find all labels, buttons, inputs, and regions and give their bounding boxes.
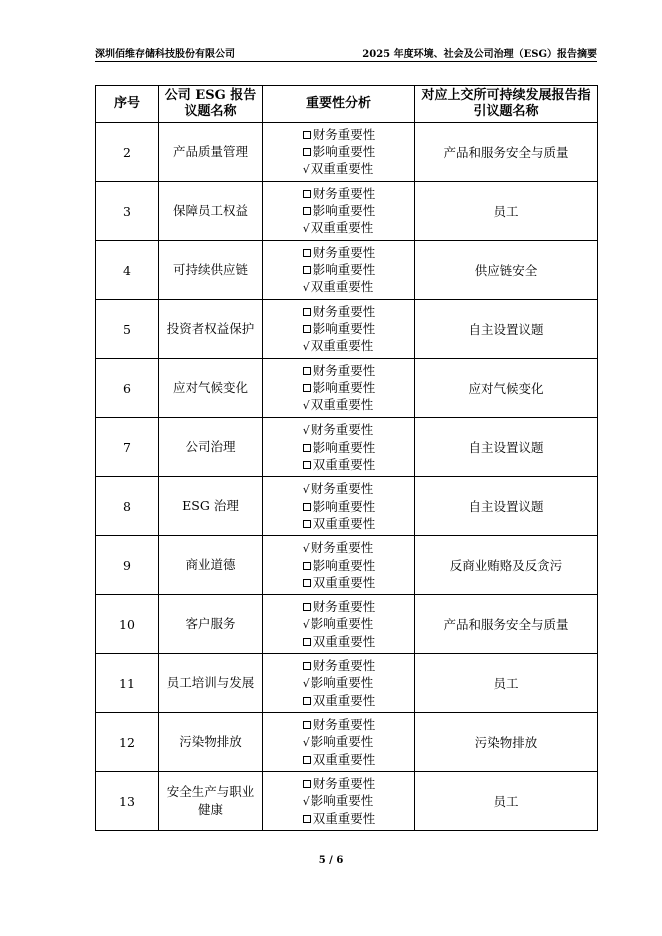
- row-materiality: [263, 182, 415, 241]
- materiality-options: [302, 185, 376, 237]
- table-row: [96, 772, 598, 831]
- materiality-label: 双重重要性: [312, 811, 376, 826]
- materiality-label: 双重重要性: [312, 693, 376, 708]
- row-materiality: [263, 418, 415, 477]
- page-separator: /: [329, 855, 333, 866]
- row-exchange-topic: 产品和服务安全与质量: [415, 595, 598, 654]
- materiality-option: [302, 337, 376, 355]
- materiality-label: 财务重要性: [312, 717, 376, 732]
- materiality-option: [302, 674, 376, 692]
- empty-checkbox-icon: [303, 815, 311, 823]
- row-topic: 商业道德: [159, 536, 263, 595]
- table-row: [96, 300, 598, 359]
- materiality-option: [302, 733, 376, 751]
- empty-checkbox-icon: [303, 190, 311, 198]
- materiality-option: [302, 160, 376, 178]
- materiality-options: [302, 539, 376, 591]
- table-row: [96, 123, 598, 182]
- materiality-label: 影响重要性: [312, 558, 376, 573]
- materiality-option: [302, 261, 376, 278]
- materiality-label: 影响重要性: [312, 380, 376, 395]
- materiality-option: [302, 320, 376, 337]
- materiality-option: [302, 421, 376, 439]
- materiality-option: [302, 379, 376, 396]
- check-mark-icon: √: [302, 163, 310, 176]
- materiality-options: [302, 598, 376, 650]
- empty-checkbox-icon: [303, 579, 311, 587]
- check-mark-icon: √: [302, 618, 310, 631]
- materiality-option: [302, 498, 376, 515]
- row-index: 4: [96, 241, 159, 300]
- materiality-option: [302, 598, 376, 615]
- row-exchange-topic: 员工: [415, 654, 598, 713]
- row-materiality: [263, 359, 415, 418]
- materiality-option: [302, 185, 376, 202]
- row-exchange-topic: 应对气候变化: [415, 359, 598, 418]
- row-materiality: [263, 241, 415, 300]
- empty-checkbox-icon: [303, 520, 311, 528]
- table-body: [96, 123, 598, 831]
- materiality-label: 双重重要性: [310, 338, 374, 353]
- row-topic: 产品质量管理: [159, 123, 263, 182]
- row-topic: 客户服务: [159, 595, 263, 654]
- row-exchange-topic: 反商业贿赂及反贪污: [415, 536, 598, 595]
- row-materiality: [263, 713, 415, 772]
- materiality-label: 影响重要性: [312, 321, 376, 336]
- table-row: [96, 182, 598, 241]
- table-row: [96, 536, 598, 595]
- materiality-label: 双重重要性: [312, 752, 376, 767]
- materiality-option: [302, 244, 376, 261]
- page-current: 5: [318, 855, 326, 866]
- row-index: 5: [96, 300, 159, 359]
- row-materiality: [263, 654, 415, 713]
- materiality-option: [302, 202, 376, 219]
- materiality-option: [302, 539, 376, 557]
- materiality-label: 影响重要性: [310, 616, 374, 631]
- empty-checkbox-icon: [303, 266, 311, 274]
- row-topic: 应对气候变化: [159, 359, 263, 418]
- materiality-label: 影响重要性: [312, 440, 376, 455]
- materiality-option: [302, 810, 376, 827]
- header-exchange-topic: 对应上交所可持续发展报告指引议题名称: [415, 86, 598, 123]
- row-materiality: [263, 123, 415, 182]
- materiality-options: [302, 480, 376, 532]
- materiality-label: 财务重要性: [312, 245, 376, 260]
- row-exchange-topic: 员工: [415, 772, 598, 831]
- check-mark-icon: √: [302, 795, 310, 808]
- header-analysis: 重要性分析: [263, 86, 415, 123]
- row-index: 12: [96, 713, 159, 772]
- empty-checkbox-icon: [303, 367, 311, 375]
- row-exchange-topic: 产品和服务安全与质量: [415, 123, 598, 182]
- empty-checkbox-icon: [303, 721, 311, 729]
- row-topic: 污染物排放: [159, 713, 263, 772]
- header-report-title: 2025 年度环境、社会及公司治理（ESG）报告摘要: [362, 49, 597, 60]
- empty-checkbox-icon: [303, 503, 311, 511]
- materiality-option: [302, 362, 376, 379]
- empty-checkbox-icon: [303, 148, 311, 156]
- materiality-option: [302, 574, 376, 591]
- materiality-label: 双重重要性: [310, 161, 374, 176]
- materiality-label: 影响重要性: [312, 499, 376, 514]
- row-topic: ESG 治理: [159, 477, 263, 536]
- empty-checkbox-icon: [303, 638, 311, 646]
- row-index: 13: [96, 772, 159, 831]
- materiality-options: [302, 421, 376, 473]
- row-index: 10: [96, 595, 159, 654]
- materiality-label: 影响重要性: [312, 144, 376, 159]
- row-topic: 投资者权益保护: [159, 300, 263, 359]
- empty-checkbox-icon: [303, 697, 311, 705]
- table-row: [96, 418, 598, 477]
- materiality-option: [302, 219, 376, 237]
- row-topic: 公司治理: [159, 418, 263, 477]
- row-materiality: [263, 300, 415, 359]
- materiality-option: [302, 633, 376, 650]
- materiality-option: [302, 278, 376, 296]
- check-mark-icon: √: [302, 340, 310, 353]
- materiality-option: [302, 615, 376, 633]
- table-row: [96, 595, 598, 654]
- materiality-option: [302, 515, 376, 532]
- materiality-option: [302, 480, 376, 498]
- materiality-option: [302, 657, 376, 674]
- materiality-option: [302, 456, 376, 473]
- page-total: 6: [336, 855, 344, 866]
- row-exchange-topic: 供应链安全: [415, 241, 598, 300]
- materiality-label: 双重重要性: [310, 279, 374, 294]
- row-index: 11: [96, 654, 159, 713]
- check-mark-icon: √: [302, 736, 310, 749]
- check-mark-icon: √: [302, 281, 310, 294]
- row-exchange-topic: 污染物排放: [415, 713, 598, 772]
- materiality-option: [302, 439, 376, 456]
- materiality-option: [302, 792, 376, 810]
- materiality-options: [302, 716, 376, 768]
- materiality-label: 双重重要性: [310, 220, 374, 235]
- empty-checkbox-icon: [303, 384, 311, 392]
- row-exchange-topic: 自主设置议题: [415, 300, 598, 359]
- materiality-label: 影响重要性: [310, 734, 374, 749]
- materiality-option: [302, 126, 376, 143]
- row-index: 3: [96, 182, 159, 241]
- materiality-option: [302, 143, 376, 160]
- esg-topic-table: [95, 85, 598, 831]
- row-exchange-topic: 自主设置议题: [415, 477, 598, 536]
- materiality-options: [302, 775, 376, 827]
- materiality-options: [302, 303, 376, 355]
- table-row: [96, 654, 598, 713]
- row-topic: 安全生产与职业健康: [159, 772, 263, 831]
- page-number: [0, 855, 662, 866]
- header-topic: 公司 ESG 报告议题名称: [159, 86, 263, 123]
- header-divider: [95, 61, 597, 62]
- check-mark-icon: √: [302, 399, 310, 412]
- page-header: [95, 48, 597, 62]
- materiality-label: 财务重要性: [310, 540, 374, 555]
- row-topic: 员工培训与发展: [159, 654, 263, 713]
- table-row: [96, 241, 598, 300]
- row-materiality: [263, 477, 415, 536]
- row-exchange-topic: 自主设置议题: [415, 418, 598, 477]
- row-topic: 保障员工权益: [159, 182, 263, 241]
- empty-checkbox-icon: [303, 603, 311, 611]
- table-row: [96, 713, 598, 772]
- row-exchange-topic: 员工: [415, 182, 598, 241]
- row-topic: 可持续供应链: [159, 241, 263, 300]
- table-row: [96, 477, 598, 536]
- materiality-label: 影响重要性: [310, 675, 374, 690]
- check-mark-icon: √: [302, 222, 310, 235]
- empty-checkbox-icon: [303, 662, 311, 670]
- materiality-label: 财务重要性: [312, 304, 376, 319]
- empty-checkbox-icon: [303, 207, 311, 215]
- row-index: 8: [96, 477, 159, 536]
- materiality-label: 双重重要性: [312, 575, 376, 590]
- check-mark-icon: √: [302, 677, 310, 690]
- empty-checkbox-icon: [303, 131, 311, 139]
- row-materiality: [263, 595, 415, 654]
- materiality-label: 财务重要性: [312, 776, 376, 791]
- empty-checkbox-icon: [303, 249, 311, 257]
- materiality-label: 财务重要性: [312, 186, 376, 201]
- materiality-label: 财务重要性: [312, 599, 376, 614]
- materiality-option: [302, 716, 376, 733]
- header-index: 序号: [96, 86, 159, 123]
- empty-checkbox-icon: [303, 461, 311, 469]
- table-header-row: [96, 86, 598, 123]
- row-materiality: [263, 772, 415, 831]
- row-index: 6: [96, 359, 159, 418]
- check-mark-icon: √: [302, 483, 310, 496]
- row-index: 2: [96, 123, 159, 182]
- materiality-label: 双重重要性: [312, 457, 376, 472]
- materiality-label: 影响重要性: [310, 793, 374, 808]
- materiality-label: 财务重要性: [312, 363, 376, 378]
- empty-checkbox-icon: [303, 308, 311, 316]
- materiality-label: 双重重要性: [310, 397, 374, 412]
- materiality-options: [302, 362, 376, 414]
- empty-checkbox-icon: [303, 780, 311, 788]
- header-company: 深圳佰维存储科技股份有限公司: [95, 49, 235, 60]
- materiality-label: 影响重要性: [312, 262, 376, 277]
- materiality-label: 双重重要性: [312, 634, 376, 649]
- materiality-option: [302, 303, 376, 320]
- materiality-option: [302, 692, 376, 709]
- materiality-label: 双重重要性: [312, 516, 376, 531]
- empty-checkbox-icon: [303, 756, 311, 764]
- row-index: 7: [96, 418, 159, 477]
- table-row: [96, 359, 598, 418]
- materiality-options: [302, 126, 376, 178]
- materiality-options: [302, 244, 376, 296]
- materiality-option: [302, 557, 376, 574]
- materiality-label: 财务重要性: [312, 658, 376, 673]
- empty-checkbox-icon: [303, 444, 311, 452]
- materiality-option: [302, 396, 376, 414]
- empty-checkbox-icon: [303, 562, 311, 570]
- materiality-label: 财务重要性: [310, 422, 374, 437]
- materiality-option: [302, 751, 376, 768]
- row-materiality: [263, 536, 415, 595]
- row-index: 9: [96, 536, 159, 595]
- empty-checkbox-icon: [303, 325, 311, 333]
- materiality-label: 财务重要性: [310, 481, 374, 496]
- check-mark-icon: √: [302, 424, 310, 437]
- check-mark-icon: √: [302, 542, 310, 555]
- materiality-options: [302, 657, 376, 709]
- materiality-option: [302, 775, 376, 792]
- materiality-label: 财务重要性: [312, 127, 376, 142]
- materiality-label: 影响重要性: [312, 203, 376, 218]
